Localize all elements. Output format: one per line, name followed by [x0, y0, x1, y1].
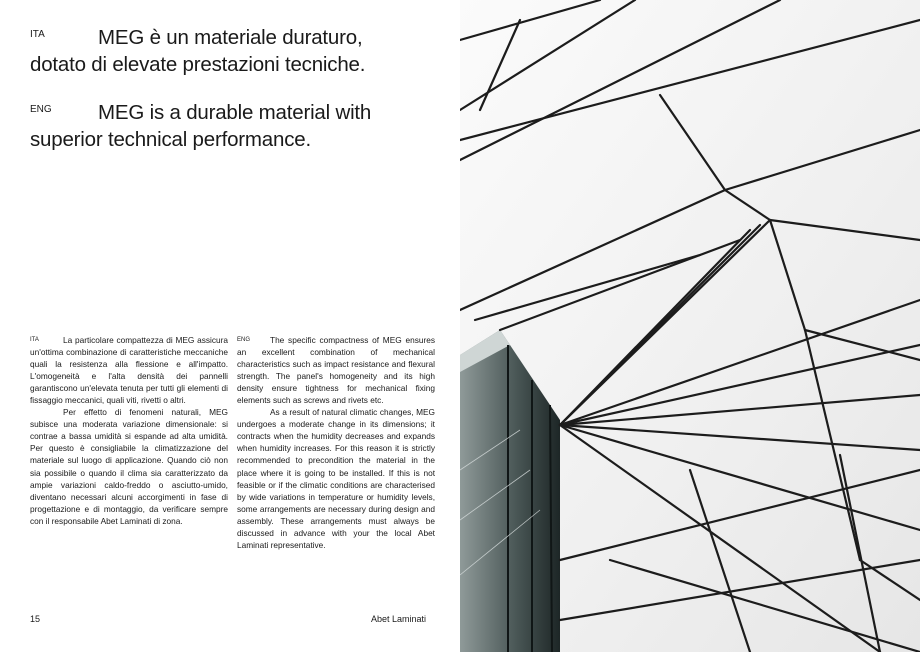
body-lang-label-ita: ITA	[30, 337, 39, 343]
body-column-italian	[30, 334, 228, 527]
body-italian-paragraph-2: Per effetto di fenomeni naturali, MEG subisce una moderata variazione dimensionale: si contrae a bassa umidità si espande ad alta umidità. Per questo è consigliabile la climatizzazione del materiale sul luogo di applicazione. Quando ciò non sia possibile o quando il clima sia caratterizzato da ampie variazioni caldo-freddo o asciutto-umido, diventano necessari alcuni accorgimenti in fase di progettazione e di montaggio, da verificare sempre con il responsabile Abet Laminati di zona.	[30, 407, 228, 526]
body-lang-label-eng: ENG	[237, 337, 251, 343]
page-number: 15	[30, 614, 41, 624]
body-italian-paragraph-1: La particolare compattezza di MEG assicura un'ottima combinazione di caratteristiche meccaniche quali la resistenza alla flessione e all'impatto. L'omogeneità e l'alta densità dei pannelli garantiscono un'elevata tenuta per tutti gli elementi di fissaggio meccanici, quali viti, rivetti o altri.	[30, 335, 228, 406]
facade-photo-illustration	[460, 0, 920, 652]
headline-italian-line1: MEG è un materiale duraturo,	[98, 26, 363, 49]
headline-italian	[30, 24, 450, 78]
facade-photo	[460, 0, 920, 652]
lang-label-eng: ENG	[30, 104, 52, 115]
body-column-english	[237, 334, 435, 551]
headline-english	[30, 99, 450, 153]
headline-english-line2: superior technical performance.	[30, 128, 311, 151]
body-english-paragraph-1: The specific compactness of MEG ensures an excellent combination of mechanical characteristics such as impact resistance and flexural strength. The panel's homogeneity and its high density ensure tightness for mechanical fixing elements such as screws and rivets etc.	[237, 335, 435, 406]
brand-name: Abet Laminati	[371, 614, 427, 624]
headline-english-line1: MEG is a durable material with	[98, 101, 372, 124]
headline-italian-line2: dotato di elevate prestazioni tecniche.	[30, 53, 366, 76]
body-english-paragraph-2: As a result of natural climatic changes, MEG undergoes a moderate change in its dimensions; it contracts when the humidity decreases and expands when humidity increases. For this reason it is strictly recommended to precondition the material in the place where it is going to be installed. If this is not feasible or if the climatic conditions are characterised by wide variations in temperature or humidity levels, some arrangements are necessary during design and assembly. These arrangements must always be discussed in advance with your the local Abet Laminati representative.	[237, 407, 435, 550]
lang-label-ita: ITA	[30, 29, 45, 40]
